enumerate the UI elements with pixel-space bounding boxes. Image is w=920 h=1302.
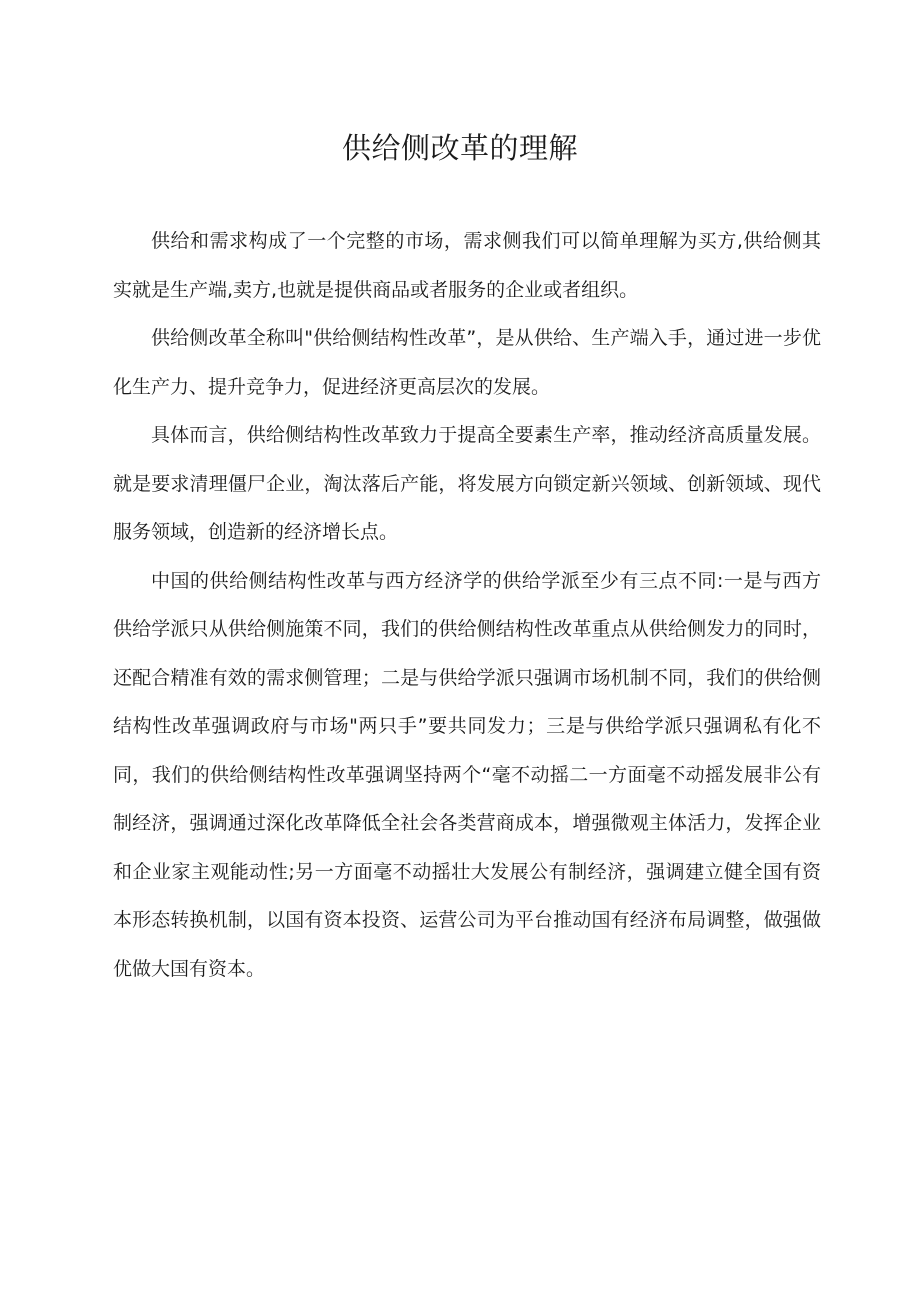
paragraph-supply-demand: 供给和需求构成了一个完整的市场，需求侧我们可以简单理解为买方,供给侧其实就是生产端,卖方,也就是提供商品或者服务的企业或者组织。 (113, 230, 821, 301)
paragraph-reform-specifics: 具体而言，供给侧结构性改革致力于提高全要素生产率，推动经济高质量发展。就是要求清理僵尸企业，淘汰落后产能，将发展方向锁定新兴领域、创新领域、现代服务领域，创造新的经济增长点。 (113, 424, 821, 543)
document-body (113, 217, 821, 993)
paragraph-reform-definition: 供给侧改革全称叫"供给侧结构性改革”，是从供给、生产端入手，通过进一步优化生产力、提升竞争力，促进经济更高层次的发展。 (113, 327, 821, 398)
document-title: 供给侧改革的理解 (341, 131, 578, 165)
paragraph-differences: 中国的供给侧结构性改革与西方经济学的供给学派至少有三点不同:一是与西方供给学派只从供给侧施策不同，我们的供给侧结构性改革重点从供给侧发力的同时，还配合精准有效的需求侧管理；二是与供给学派只强调市场机制不同，我们的供给侧结构性改革强调政府与市场"两只手”要共同发力；三是与供给学派只强调私有化不同，我们的供给侧结构性改革强调坚持两个“毫不动摇二一方面毫不动摇发展非公有制经济，强调通过深化改革降低全社会各类营商成本，增强微观主体活力，发挥企业和企业家主观能动性;另一方面毫不动摇壮大发展公有制经济，强调建立健全国有资本形态转换机制，以国有资本投资、运营公司为平台推动国有经济布局调整，做强做优做大国有资本。 (113, 569, 821, 980)
